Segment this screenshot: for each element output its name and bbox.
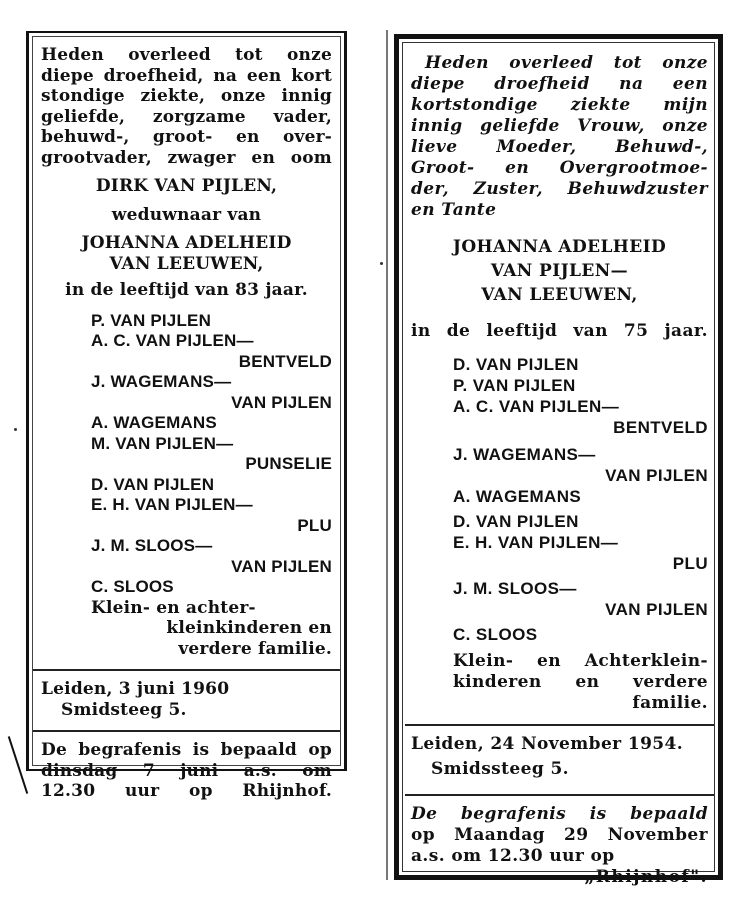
deceased-name-line: VAN PIJLEN—	[490, 261, 629, 281]
family-member-suffix: PUNSELIE	[245, 454, 332, 473]
funeral-line: De begrafenis is bepaald	[411, 804, 708, 824]
family-member-suffix: VAN PIJLEN	[605, 466, 708, 485]
obituary-notice-dirk-van-pijlen	[26, 31, 347, 801]
intro-line: behuwd-, groot- en over-	[41, 127, 332, 147]
age-line: in de leeftijd van 75 jaar.	[411, 321, 708, 341]
intro-line: Heden overleed tot onze	[425, 53, 708, 73]
grandchildren-note	[41, 598, 332, 660]
grandchildren-line: Klein- en achter-	[91, 597, 256, 618]
intro-paragraph	[411, 53, 708, 221]
home-address: Smidssteeg 5.	[431, 759, 569, 779]
family-member: P. VAN PIJLEN	[453, 376, 576, 395]
family-member: A. C. VAN PIJLEN—	[453, 397, 620, 416]
scan-speck	[14, 428, 17, 431]
funeral-line: a.s. om 12.30 uur op	[411, 846, 615, 866]
intro-line: en Tante	[411, 200, 497, 220]
place-date: Leiden, 3 juni 1960	[41, 679, 230, 699]
deceased-name	[411, 235, 708, 307]
family-member: D. VAN PIJLEN	[91, 474, 215, 494]
deceased-name-line: VAN LEEUWEN,	[481, 285, 638, 305]
family-member: D. VAN PIJLEN	[453, 355, 579, 374]
grandchildren-line: kinderen en verdere	[453, 672, 708, 692]
grandchildren-line: verdere familie.	[178, 638, 332, 659]
family-member-suffix: BENTVELD	[238, 351, 332, 371]
deceased-name: DIRK VAN PIJLEN,	[95, 176, 278, 196]
family-member-suffix: BENTVELD	[613, 418, 708, 437]
funeral-line: De begrafenis is bepaald op	[41, 740, 332, 760]
intro-line: stondige ziekte, onze innig	[41, 86, 332, 106]
funeral-line: dinsdag 7 juni a.s. om	[41, 760, 332, 781]
divider-rule	[33, 730, 340, 732]
obituary-notice-johanna-adelheid	[394, 34, 723, 887]
family-member: M. VAN PIJLEN—	[91, 433, 234, 453]
intro-line: Heden overleed tot onze	[41, 45, 332, 65]
family-list	[411, 354, 708, 645]
intro-line: kortstondige ziekte mijn	[411, 95, 708, 115]
intro-line: Groot- en Overgrootmoe-	[411, 158, 708, 178]
divider-rule	[405, 724, 714, 726]
intro-line: diepe droefheid, na een kort	[41, 65, 332, 86]
intro-line: innig geliefde Vrouw, onze	[411, 116, 708, 136]
age-line: in de leeftijd van 83 jaar.	[65, 280, 308, 300]
family-member-suffix: VAN PIJLEN	[231, 556, 332, 576]
family-member: C. SLOOS	[453, 625, 538, 644]
scan-speck	[380, 262, 383, 265]
funeral-paragraph	[411, 804, 708, 888]
family-member-suffix: PLU	[297, 515, 332, 535]
family-member: D. VAN PIJLEN	[453, 512, 579, 531]
funeral-line: 12.30 uur op Rhijnhof.	[41, 781, 332, 801]
funeral-place: „Rhijnhof".	[584, 867, 708, 887]
family-member: E. H. VAN PIJLEN—	[91, 495, 253, 514]
family-member-suffix: VAN PIJLEN	[605, 600, 708, 619]
grandchildren-note	[411, 651, 708, 714]
divider-rule	[405, 794, 714, 796]
family-member: P. VAN PIJLEN	[91, 310, 212, 330]
family-member: A. WAGEMANS	[91, 413, 217, 432]
intro-line: geliefde, zorgzame vader,	[41, 106, 332, 127]
spouse-name-line: VAN LEEUWEN,	[109, 253, 264, 274]
family-list	[41, 311, 332, 598]
family-member-suffix: PLU	[672, 554, 708, 573]
spouse-name-line: JOHANNA ADELHEID	[81, 233, 292, 253]
intro-line: diepe droefheid na een	[411, 74, 708, 94]
intro-line: der, Zuster, Behuwdzuster	[411, 179, 708, 199]
intro-line: lieve Moeder, Behuwd-,	[411, 137, 708, 157]
family-member: A. WAGEMANS	[453, 487, 582, 506]
clipping-edge	[386, 30, 388, 880]
home-address: Smidsteeg 5.	[61, 699, 187, 720]
family-member: J. M. SLOOS—	[91, 536, 213, 555]
family-member: C. SLOOS	[91, 577, 174, 596]
family-member: J. M. SLOOS—	[453, 579, 577, 598]
family-member: J. WAGEMANS—	[453, 445, 596, 464]
family-member-suffix: VAN PIJLEN	[231, 392, 332, 412]
widower-of-label: weduwnaar van	[111, 204, 262, 225]
family-member: E. H. VAN PIJLEN—	[453, 533, 619, 552]
deceased-name-line: JOHANNA ADELHEID	[452, 237, 667, 257]
intro-line: grootvader, zwager en oom	[41, 147, 332, 168]
place-date: Leiden, 24 November 1954.	[411, 734, 684, 754]
grandchildren-line: Klein- en Achterklein-	[453, 651, 708, 671]
funeral-paragraph	[41, 740, 332, 802]
divider-rule	[33, 669, 340, 671]
funeral-line: op Maandag 29 November	[411, 825, 708, 845]
grandchildren-line: familie.	[632, 693, 708, 713]
family-member: A. C. VAN PIJLEN—	[91, 331, 254, 350]
grandchildren-line: kleinkinderen en	[166, 618, 332, 638]
family-member: J. WAGEMANS—	[91, 372, 232, 391]
intro-paragraph	[41, 45, 332, 168]
